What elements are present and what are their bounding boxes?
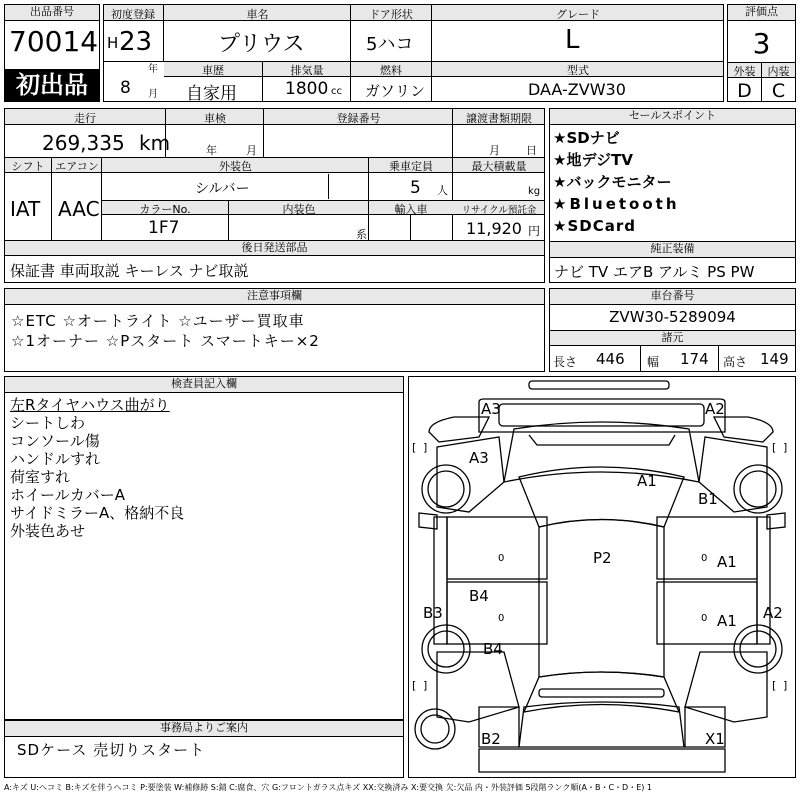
notes-line-2: ☆1オーナー ☆Pスタート スマートキー×2 <box>11 332 320 350</box>
inspection-year-unit: 年 <box>206 144 217 157</box>
sales-point: ★バックモニター <box>553 173 672 191</box>
inspector-note: ハンドルすれ <box>10 450 101 468</box>
notes-line-1: ☆ETC ☆オートライト ☆ユーザー買取車 <box>11 312 305 330</box>
inspector-box <box>4 376 404 720</box>
door-handle-rr: 0 <box>701 613 708 624</box>
inspector-note: 荷室すれ <box>10 468 71 486</box>
door-label: ドア形状 <box>369 8 413 21</box>
aircon-label: エアコン <box>55 160 99 173</box>
legend: A:キズ U:ヘコミ B:キズを伴うヘコミ P:要塗装 W:補修跡 S:錆 C:腐食、穴 G:フロントガラス点キズ XX:交換済み X:要交換 欠:欠品 内・外装評価 5段階ランク順(A・B・C・D・E) 1 <box>4 783 653 792</box>
int-color-unit: 系 <box>356 228 367 241</box>
rear-right-wheel-inner <box>740 631 776 667</box>
hood-line <box>529 435 675 445</box>
capacity-unit: 人 <box>437 184 448 197</box>
max-load-label: 最大積載量 <box>471 160 527 173</box>
damage-mark: A3 <box>469 449 489 467</box>
front-left-wheel <box>422 465 470 513</box>
import-label: 輸入車 <box>394 203 428 216</box>
sales-point: ★地デジTV <box>553 151 633 169</box>
sales-point: ★SDナビ <box>553 129 620 147</box>
transfer-month-unit: 月 <box>489 144 500 157</box>
door-handle-rl: 0 <box>498 613 505 624</box>
door-handle-fr: 0 <box>701 553 708 564</box>
damage-mark: A1 <box>637 472 657 490</box>
lot-box <box>4 4 100 102</box>
model: DAA-ZVW30 <box>528 80 626 99</box>
car-name: プリウス <box>218 32 305 57</box>
model-label: 型式 <box>567 64 589 77</box>
chassis-label: 車台番号 <box>550 289 795 305</box>
era: H <box>107 34 119 52</box>
exterior-eval: D <box>737 80 752 102</box>
reg-no-label: 登録番号 <box>336 112 381 125</box>
inspector-note: 外装色あせ <box>10 522 86 540</box>
inspector-note: 左Rタイヤハウス曲がり <box>10 396 170 414</box>
aircon: AAC <box>58 197 100 221</box>
bracket-left-4: ] <box>423 679 428 692</box>
front-right-wheel <box>734 465 782 513</box>
width-label: 幅 <box>647 355 660 369</box>
rear-left-door <box>447 582 547 644</box>
office-box <box>4 720 404 778</box>
interior-eval: C <box>771 80 786 102</box>
height: 149 <box>760 350 789 368</box>
first-reg-month: 8 <box>120 78 131 98</box>
car-diagram-svg <box>409 377 795 777</box>
score-box <box>727 4 796 102</box>
grade-label: グレード <box>556 8 600 21</box>
damage-mark: B4 <box>469 587 489 605</box>
inspector-note: サイドミラーA、格納不良 <box>10 504 185 522</box>
dims-label: 諸元 <box>550 331 795 346</box>
sales-points-label: セールスポイント <box>550 109 795 125</box>
front-grille <box>499 404 704 426</box>
notes-label: 注意事項欄 <box>5 289 544 305</box>
mileage: 269,335 <box>42 131 125 155</box>
spare-wheel-inner <box>421 715 449 743</box>
notes-box <box>4 288 545 372</box>
length: 446 <box>596 350 625 368</box>
rear-left-wheel-inner <box>428 631 464 667</box>
inspector-note: シートしわ <box>10 414 86 432</box>
first-reg-label: 初度登録 <box>111 8 155 21</box>
sales-point: ★Bluetooth <box>553 195 680 213</box>
int-color-label: 内装色 <box>282 203 316 216</box>
displacement-unit: cc <box>331 86 342 97</box>
chassis-box <box>549 288 796 372</box>
rear-left-fender <box>437 652 519 722</box>
color-no: 1F7 <box>148 218 180 238</box>
damage-mark: A1 <box>717 612 737 630</box>
mileage-label: 走行 <box>74 112 96 125</box>
score: 3 <box>752 27 771 60</box>
equipment: ナビ TV エアB アルミ PS PW <box>554 263 755 281</box>
damage-diagram <box>408 376 796 778</box>
front-left-door <box>447 517 547 579</box>
damage-mark: A2 <box>705 400 725 418</box>
rear-window <box>524 672 679 712</box>
width: 174 <box>680 350 709 368</box>
bracket-right-2: ] <box>783 441 788 454</box>
office-label: 事務局よりご案内 <box>5 721 403 737</box>
grade: L <box>565 25 580 55</box>
right-headlight <box>714 417 773 442</box>
rear-spoiler <box>539 689 664 697</box>
car-name-label: 車名 <box>246 8 269 21</box>
inspection-month-unit: 月 <box>246 144 257 157</box>
damage-mark: A1 <box>717 553 737 571</box>
sales-points-box <box>549 108 796 283</box>
bracket-right-1: [ <box>772 441 777 454</box>
bracket-left-1: [ <box>412 441 417 454</box>
shift: IAT <box>10 197 41 221</box>
rear-right-fender <box>685 652 767 722</box>
mileage-unit: km <box>139 131 171 155</box>
bracket-right-3: [ <box>772 679 777 692</box>
shift-label: シフト <box>11 160 45 173</box>
later-parts-label: 後日発送部品 <box>5 241 544 256</box>
door-handle-fl: 0 <box>498 553 505 564</box>
exterior-eval-label: 外装 <box>733 65 756 78</box>
bracket-right-4: ] <box>783 679 788 692</box>
damage-mark: B3 <box>423 604 443 622</box>
rear-right-wheel <box>734 625 782 673</box>
ext-color: シルバー <box>195 181 250 197</box>
fuel-label: 燃料 <box>380 64 402 77</box>
capacity-label: 乗車定員 <box>389 160 433 173</box>
bracket-left-2: ] <box>423 441 428 454</box>
damage-mark: B4 <box>483 640 503 658</box>
year-unit: 年 <box>148 64 158 75</box>
displacement-label: 排気量 <box>290 64 324 77</box>
damage-mark: B2 <box>481 730 501 748</box>
inspection-label: 車検 <box>204 112 226 125</box>
front-right-wheel-inner <box>740 471 776 507</box>
rear-left-wheel <box>422 625 470 673</box>
inspector-note: ホイールカバーA <box>10 486 125 504</box>
transfer-day-unit: 日 <box>526 144 537 157</box>
front-bumper-bar <box>529 381 669 389</box>
left-headlight <box>429 417 489 442</box>
bracket-left-3: [ <box>412 679 417 692</box>
month-unit: 月 <box>148 89 158 100</box>
fuel: ガソリン <box>365 82 426 100</box>
max-load-unit: kg <box>528 186 541 197</box>
height-label: 高さ <box>723 355 748 369</box>
color-no-label: カラーNo. <box>139 203 191 216</box>
recycle-unit: 円 <box>528 224 541 238</box>
damage-mark: P2 <box>593 549 612 567</box>
inspector-label: 検査員記入欄 <box>5 377 403 393</box>
sales-point: ★SDCard <box>553 217 636 235</box>
damage-mark: A2 <box>763 604 783 622</box>
ext-color-label: 外装色 <box>219 160 252 173</box>
damage-mark: B1 <box>698 490 718 508</box>
first-reg-year: 23 <box>119 27 153 57</box>
history-label: 車歴 <box>202 64 224 77</box>
score-label: 評価点 <box>728 5 795 21</box>
office-note: SDケース 売切りスタート <box>17 741 206 759</box>
inspector-note: コンソール傷 <box>10 432 100 450</box>
recycle: 11,920 <box>466 219 522 238</box>
damage-mark: A3 <box>481 400 501 418</box>
door-type: 5ハコ <box>366 34 414 55</box>
history: 自家用 <box>186 84 237 104</box>
first-listing-badge: 初出品 <box>5 69 99 101</box>
equipment-label: 純正装備 <box>550 242 795 258</box>
hood <box>504 422 699 482</box>
later-parts: 保証書 車両取説 キーレス ナビ取説 <box>10 262 249 280</box>
length-label: 長さ <box>553 355 578 369</box>
interior-eval-label: 内装 <box>767 65 790 78</box>
recycle-label: リサイクル預託金 <box>461 205 537 216</box>
transfer-label: 譲渡書類期限 <box>466 112 532 125</box>
front-right-door <box>657 517 757 579</box>
roof <box>539 520 664 678</box>
front-left-wheel-inner <box>428 471 464 507</box>
displacement: 1800 <box>285 79 329 99</box>
lot-number: 70014 <box>9 25 99 58</box>
rear-bumper <box>479 749 725 772</box>
damage-mark: X1 <box>705 730 725 748</box>
lot-label: 出品番号 <box>5 5 99 21</box>
chassis-number: ZVW30-5289094 <box>609 308 736 326</box>
capacity: 5 <box>410 178 421 198</box>
